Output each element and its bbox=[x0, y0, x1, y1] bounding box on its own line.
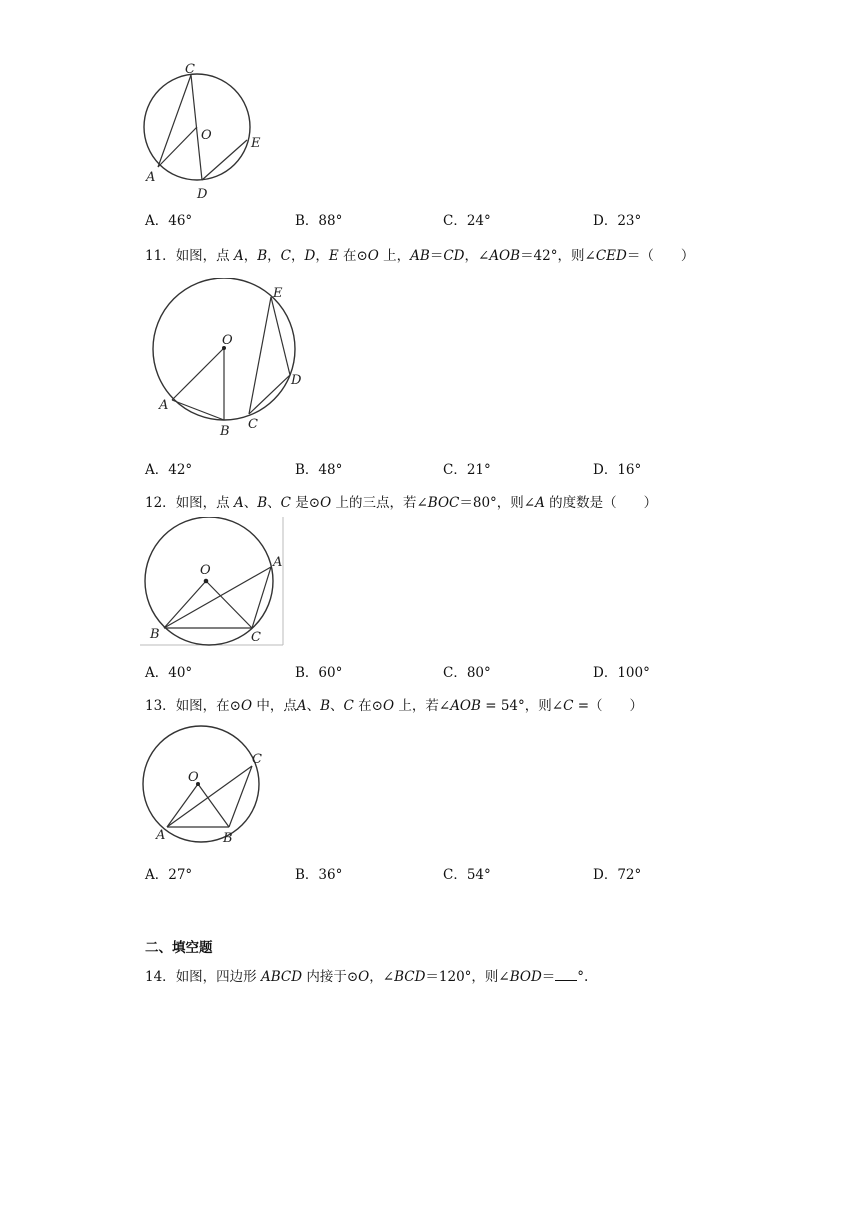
q13-figure bbox=[140, 724, 275, 848]
q13-circle bbox=[143, 726, 259, 842]
q13-option-b[interactable]: B．36° bbox=[295, 867, 343, 883]
q13-option-a[interactable]: A．27° bbox=[145, 867, 193, 883]
q13-label-c: C bbox=[252, 752, 262, 767]
q13-option-d[interactable]: D．72° bbox=[593, 867, 642, 883]
q11-option-a[interactable]: A．42° bbox=[145, 462, 193, 478]
q10-label-d: D bbox=[197, 187, 208, 202]
q13-segment-oa bbox=[167, 784, 198, 827]
q12-circle bbox=[145, 517, 273, 645]
q12-figure bbox=[140, 517, 288, 649]
q14-answer-blank[interactable] bbox=[555, 968, 577, 981]
q10-segment-ca bbox=[158, 75, 191, 167]
q12-label-a: A bbox=[273, 555, 283, 570]
q10-option-a[interactable]: A．46° bbox=[145, 213, 193, 229]
q10-label-e: E bbox=[251, 136, 261, 151]
q10-figure bbox=[130, 60, 280, 205]
q11-stem: 11．如图，点 A，B，C，D，E 在⊙O 上，AB＝CD，∠AOB＝42°，则∠CED＝（ ） bbox=[145, 248, 695, 264]
q12-option-a[interactable]: A．40° bbox=[145, 665, 193, 681]
q12-segment-ob bbox=[164, 581, 206, 628]
q12-option-d[interactable]: D．100° bbox=[593, 665, 650, 681]
section-heading-fill-in: 二、填空题 bbox=[145, 940, 213, 956]
q12-option-c[interactable]: C．80° bbox=[443, 665, 491, 681]
q12-center-dot bbox=[204, 579, 209, 584]
q10-label-c: C bbox=[185, 62, 195, 77]
q13-stem: 13．如图，在⊙O 中，点A、B、C 在⊙O 上，若∠AOB = 54°，则∠C =（ ） bbox=[145, 698, 644, 714]
q11-label-c: C bbox=[248, 417, 258, 432]
q13-label-o: O bbox=[188, 770, 199, 785]
q11-segment-ed bbox=[271, 297, 290, 375]
q12-option-b[interactable]: B．60° bbox=[295, 665, 343, 681]
q13-segment-ac bbox=[167, 766, 252, 827]
q14-stem: 14．如图，四边形 ABCD 内接于⊙O，∠BCD＝120°，则∠BOD＝ °. bbox=[145, 969, 589, 985]
q12-stem: 12．如图，点 A、B、C 是⊙O 上的三点，若∠BOC＝80°，则∠A 的度数是（ ） bbox=[145, 495, 658, 511]
q10-label-o: O bbox=[201, 128, 212, 143]
q12-segment-oc bbox=[206, 581, 252, 628]
q12-label-b: B bbox=[150, 627, 160, 642]
q13-diagram bbox=[140, 724, 275, 848]
q11-segment-ab bbox=[172, 400, 224, 420]
q13-label-b: B bbox=[223, 831, 233, 846]
q12-diagram bbox=[140, 517, 288, 649]
q12-label-o: O bbox=[200, 563, 211, 578]
q10-option-d[interactable]: D．23° bbox=[593, 213, 642, 229]
q11-label-d: D bbox=[291, 373, 302, 388]
q13-segment-ob bbox=[198, 784, 229, 827]
q13-option-c[interactable]: C．54° bbox=[443, 867, 491, 883]
q10-segment-ao bbox=[158, 127, 197, 167]
q11-option-b[interactable]: B．48° bbox=[295, 462, 343, 478]
q12-label-c: C bbox=[251, 630, 261, 645]
q11-label-a: A bbox=[159, 398, 169, 413]
q11-label-o: O bbox=[222, 333, 233, 348]
q11-label-e: E bbox=[273, 286, 283, 301]
q11-figure bbox=[145, 278, 315, 443]
q11-segment-oa bbox=[172, 348, 224, 400]
q11-diagram bbox=[145, 278, 315, 443]
q11-option-d[interactable]: D．16° bbox=[593, 462, 642, 478]
q10-option-b[interactable]: B．88° bbox=[295, 213, 343, 229]
q10-label-a: A bbox=[146, 170, 156, 185]
q10-segment-de bbox=[202, 140, 247, 180]
q11-option-c[interactable]: C．21° bbox=[443, 462, 491, 478]
q10-diagram bbox=[130, 60, 280, 205]
q10-option-c[interactable]: C．24° bbox=[443, 213, 491, 229]
q13-label-a: A bbox=[156, 828, 166, 843]
q11-label-b: B bbox=[220, 424, 230, 439]
